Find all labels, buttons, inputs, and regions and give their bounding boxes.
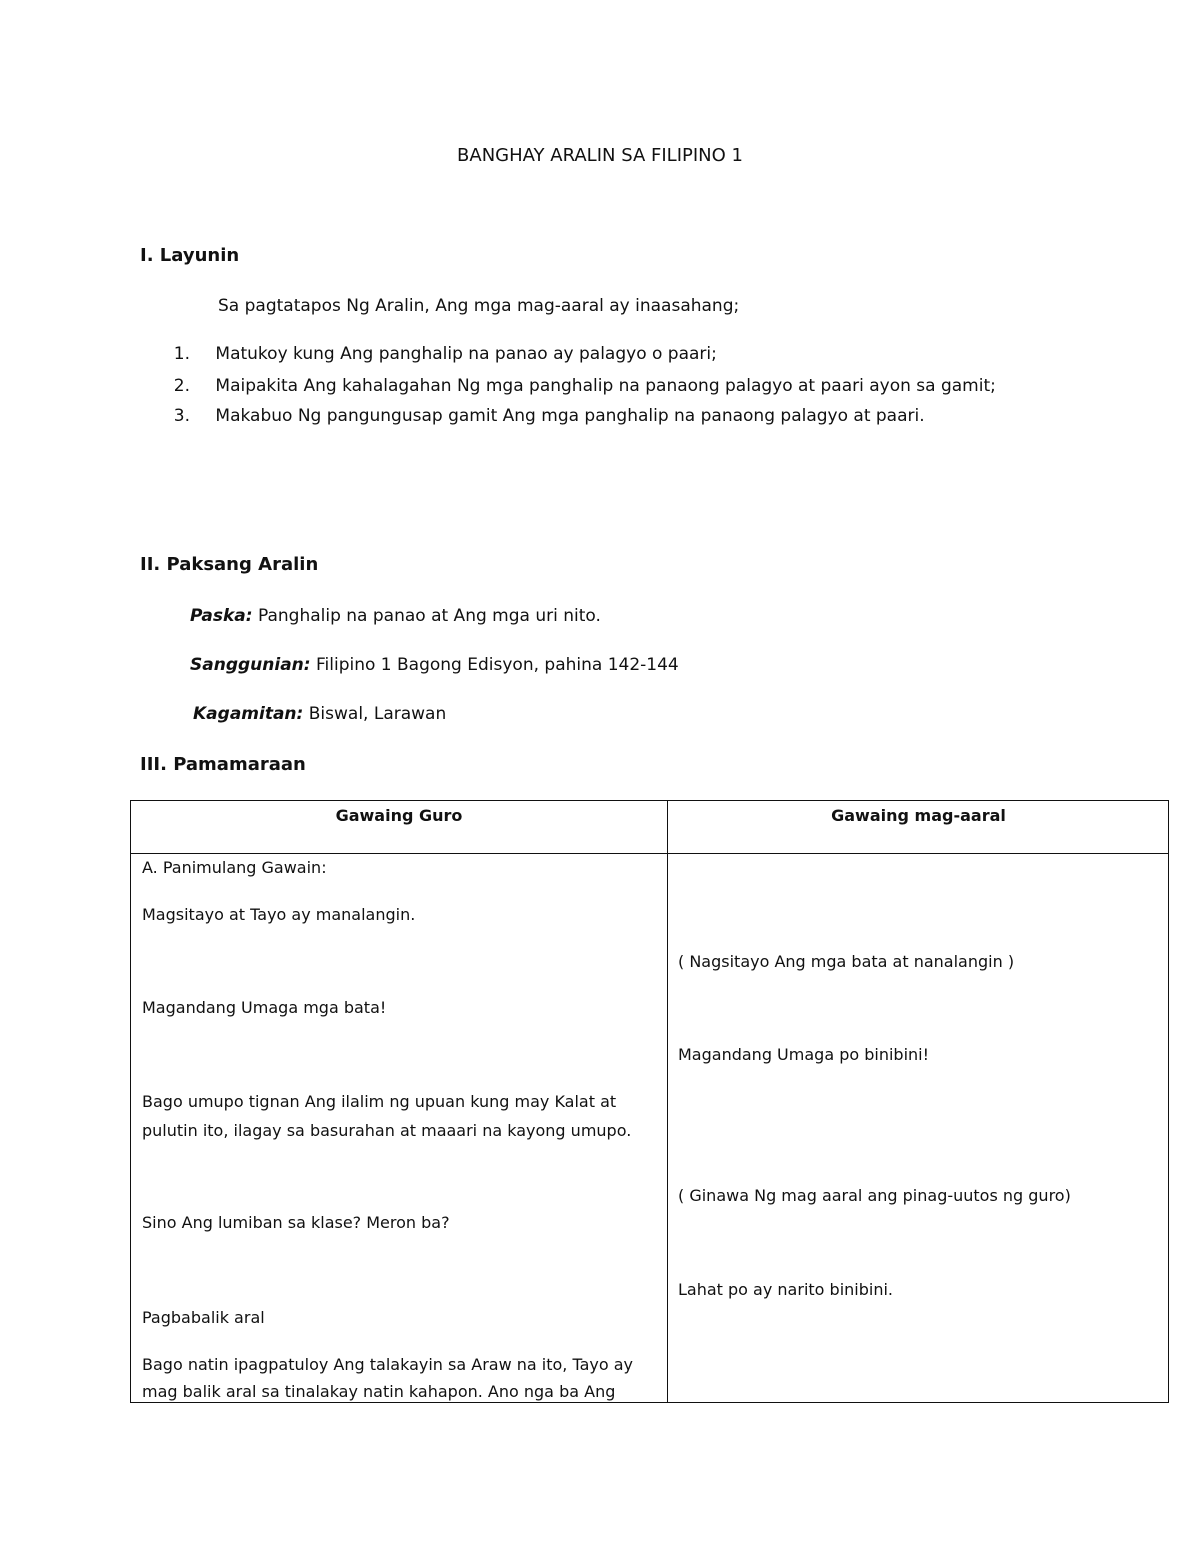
section-heading-layunin: I. Layunin — [140, 245, 240, 266]
mag-aaral-line: Magandang Umaga po binibini! — [678, 1045, 930, 1064]
guro-line: A. Panimulang Gawain: — [142, 858, 327, 877]
sanggunian-line: Sanggunian: Filipino 1 Bagong Edisyon, pahina 142-144 — [190, 655, 679, 675]
kagamitan-label: Kagamitan — [193, 704, 297, 724]
guro-line: Bago natin ipagpatuloy Ang talakayin sa Araw na ito, Tayo ay — [142, 1355, 633, 1374]
table-header-gawaing-guro: Gawaing Guro — [335, 806, 463, 825]
mag-aaral-line: Lahat po ay narito binibini. — [678, 1280, 893, 1299]
guro-line: mag balik aral sa tinalakay natin kahapon. Ano nga ba Ang — [142, 1382, 616, 1401]
objective-list-item — [160, 344, 717, 364]
paksa-line: Paska: Panghalip na panao at Ang mga uri nito. — [190, 606, 601, 626]
table-header-gawaing-mag-aaral: Gawaing mag-aaral — [831, 806, 1006, 825]
section-heading-pamamaraan: III. Pamamaraan — [140, 754, 306, 775]
kagamitan-value: Biswal, Larawan — [308, 704, 447, 724]
objective-text: Makabuo Ng pangungusap gamit Ang mga panghalip na panaong palagyo at paari. — [215, 406, 925, 426]
objective-list-item — [160, 376, 996, 396]
sanggunian-label: Sanggunian — [190, 655, 304, 675]
kagamitan-line: Kagamitan: Biswal, Larawan — [193, 704, 447, 724]
mag-aaral-line: ( Ginawa Ng mag aaral ang pinag-uutos ng guro) — [678, 1186, 1071, 1205]
guro-line: Pagbabalik aral — [142, 1308, 265, 1327]
document-title: BANGHAY ARALIN SA FILIPINO 1 — [457, 145, 743, 166]
sanggunian-value: Filipino 1 Bagong Edisyon, pahina 142-144 — [315, 655, 679, 675]
paksa-value: Panghalip na panao at Ang mga uri nito. — [257, 606, 601, 626]
objective-text: Maipakita Ang kahalagahan Ng mga panghalip na panaong palagyo at paari ayon sa gamit; — [215, 376, 996, 396]
objective-list-item — [160, 406, 925, 426]
objective-text: Matukoy kung Ang panghalip na panao ay palagyo o paari; — [215, 344, 717, 364]
guro-line: Magandang Umaga mga bata! — [142, 998, 387, 1017]
column-divider — [667, 801, 668, 1402]
objective-number: 2. — [173, 376, 190, 396]
mag-aaral-line: ( Nagsitayo Ang mga bata at nanalangin ) — [678, 952, 1015, 971]
guro-line: Magsitayo at Tayo ay manalangin. — [142, 905, 416, 924]
guro-line: Sino Ang lumiban sa klase? Meron ba? — [142, 1213, 450, 1232]
guro-line: pulutin ito, ilagay sa basurahan at maaari na kayong umupo. — [142, 1121, 632, 1140]
section-heading-paksang-aralin: II. Paksang Aralin — [140, 554, 319, 575]
layunin-intro: Sa pagtatapos Ng Aralin, Ang mga mag-aaral ay inaasahang; — [218, 296, 740, 316]
objective-number: 3. — [173, 406, 190, 426]
guro-line: Bago umupo tignan Ang ilalim ng upuan kung may Kalat at — [142, 1092, 617, 1111]
procedure-table — [130, 800, 1169, 1403]
objective-number: 1. — [173, 344, 190, 364]
paksa-label: Paska — [190, 606, 246, 626]
